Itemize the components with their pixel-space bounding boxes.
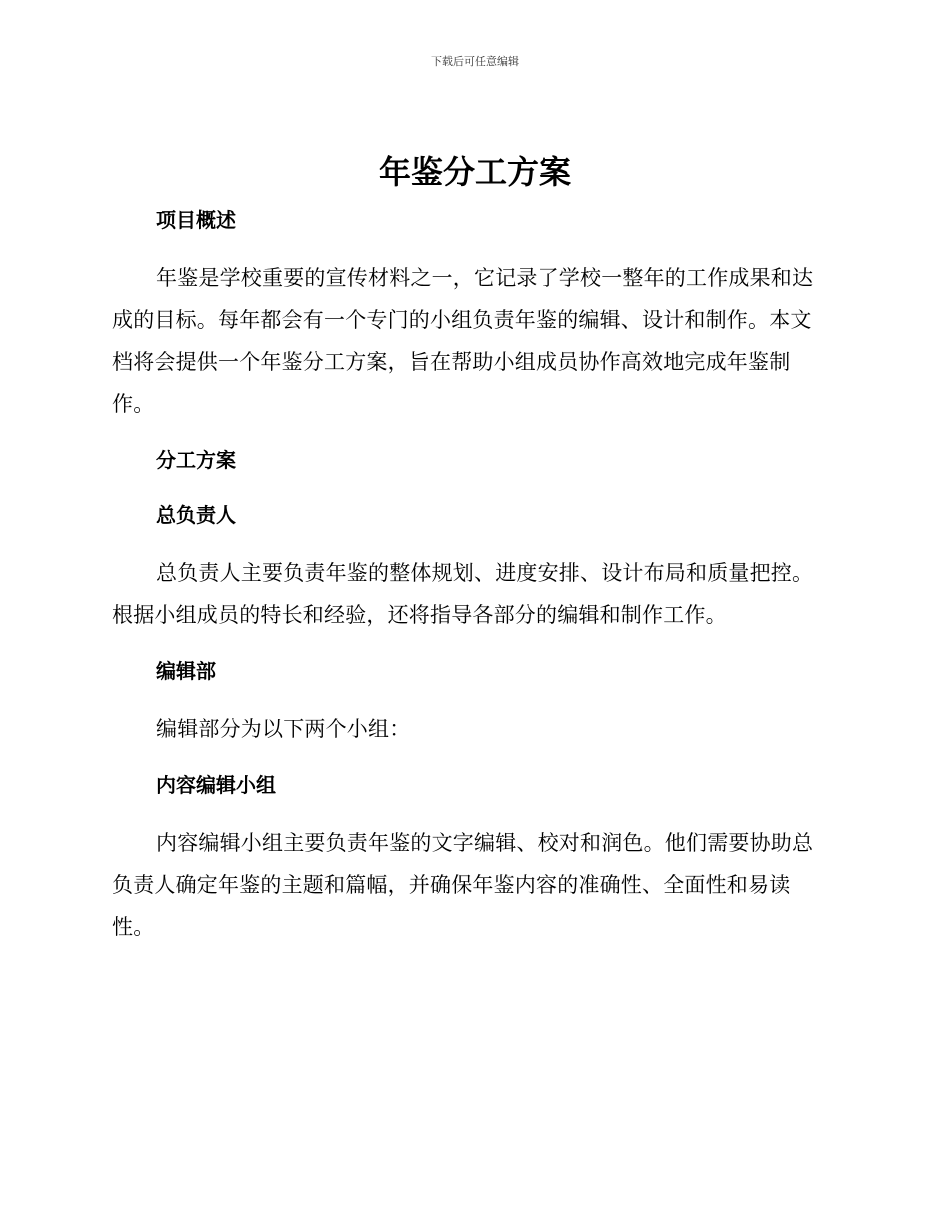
paragraph-content-editing-group: 内容编辑小组主要负责年鉴的文字编辑、校对和润色。他们需要协助总负责人确定年鉴的主题和篇幅，并确保年鉴内容的准确性、全面性和易读性。 bbox=[112, 831, 814, 939]
document-title: 年鉴分工方案 bbox=[378, 153, 571, 191]
section-heading-content-editing-group: 内容编辑小组 bbox=[156, 773, 276, 797]
paragraph-lead: 总负责人主要负责年鉴的整体规划、进度安排、设计布局和质量把控。根据小组成员的特长和经验，还将指导各部分的编辑和制作工作。 bbox=[112, 561, 814, 627]
document-body bbox=[112, 202, 832, 948]
paragraph-overview: 年鉴是学校重要的宣传材料之一，它记录了学校一整年的工作成果和达成的目标。每年都会有一个专门的小组负责年鉴的编辑、设计和制作。本文档将会提供一个年鉴分工方案，旨在帮助小组成员协作高效地完成年鉴制作。 bbox=[112, 266, 814, 416]
paragraph-editorial: 编辑部分为以下两个小组： bbox=[156, 717, 411, 741]
section-heading-lead: 总负责人 bbox=[156, 503, 236, 527]
page-header-note: 下载后可任意编辑 bbox=[431, 55, 519, 68]
section-heading-division-plan: 分工方案 bbox=[156, 448, 236, 472]
section-heading-overview: 项目概述 bbox=[156, 208, 236, 232]
section-heading-editorial: 编辑部 bbox=[156, 659, 216, 683]
